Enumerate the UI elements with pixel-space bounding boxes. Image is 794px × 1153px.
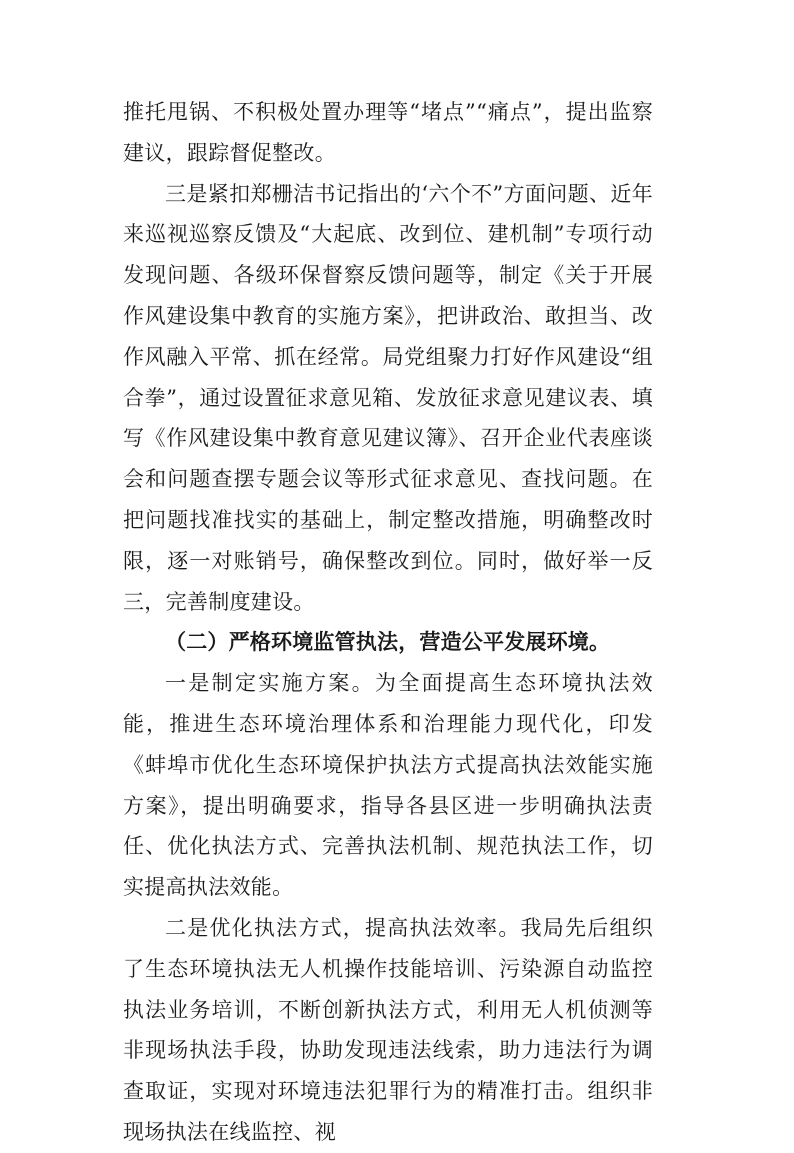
paragraph-continued: 推托甩锅、不积极处置办理等“堵点”“痛点”，提出监察建议，跟踪督促整改。 xyxy=(123,100,653,165)
paragraph-point-one: 一是制定实施方案。为全面提高生态环境执法效能，推进生态环境治理体系和治理能力现代化，印发《蚌埠市优化生态环境保护执法方式提高执法效能实施方案》，提出明确要求，指导各县区进一步明确执法责任、优化执法方式、完善执法机制、规范执法工作，切实提高执法效能。 xyxy=(123,671,653,900)
section-heading-two: （二）严格环境监管执法，营造公平发展环境。 xyxy=(165,630,611,655)
paragraph-point-three: 三是紧扣郑栅洁书记指出的‘六个不”方面问题、近年来巡视巡察反馈及“大起底、改到位、建机制”专项行动发现问题、各级环保督察反馈问题等，制定《关于开展作风建设集中教育的实施方案》，把讲政治、敢担当、改作风融入平常、抓在经常。局党组聚力打好作风建设“组合拳”，通过设置征求意见箱、发放征求意见建议表、填写《作风建设集中教育意见建议簿》、召开企业代表座谈会和问题查摆专题会议等形式征求意见、查找问题。在把问题找准找实的基础上，制定整改措施，明确整改时限，逐一对账销号，确保整改到位。同时，做好举一反三，完善制度建设。 xyxy=(123,181,653,614)
document-body xyxy=(123,92,653,1153)
paragraph-point-two: 二是优化执法方式，提高执法效率。我局先后组织了生态环境执法无人机操作技能培训、污染源自动监控执法业务培训，不断创新执法方式，利用无人机侦测等非现场执法手段，协助发现违法线索，助力违法行为调查取证，实现对环境违法犯罪行为的精准打击。组织非现场执法在线监控、视 xyxy=(123,915,653,1144)
